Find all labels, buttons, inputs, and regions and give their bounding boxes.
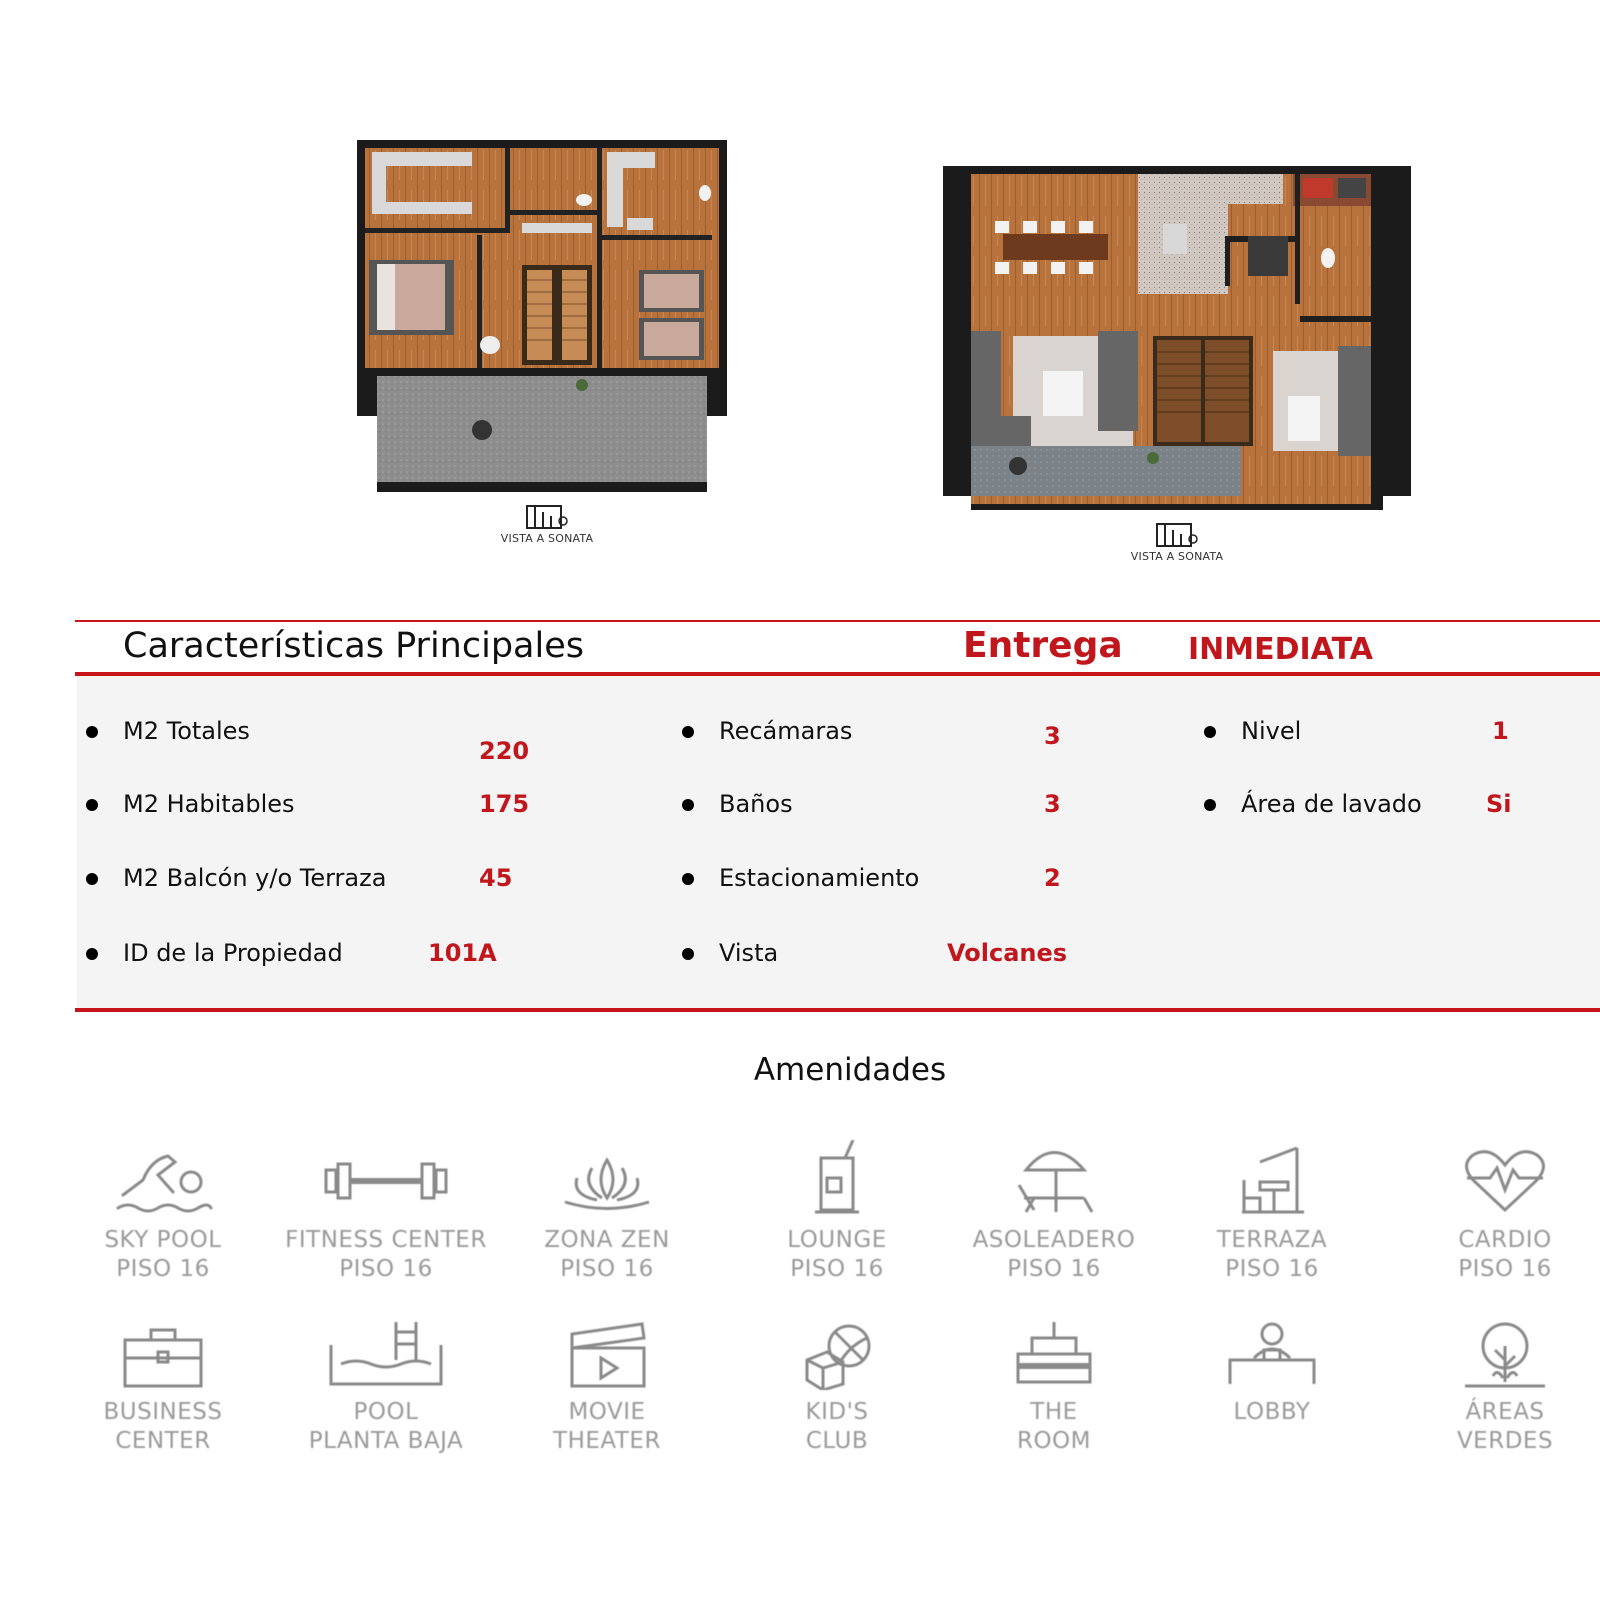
amenity-asoleadero: ASOLEADERO PISO 16 [944,1140,1164,1284]
drink-icon [787,1140,887,1218]
feature-value: 3 [1044,722,1061,750]
amenity-cardio: CARDIO PISO 16 [1395,1140,1600,1284]
feature-value: 2 [1044,864,1061,892]
building-icon [525,504,569,530]
delivery-label: Entrega [963,625,1123,666]
amenities-title: Amenidades [753,1052,947,1088]
terrace-icon [1222,1140,1322,1218]
view-label-upper [482,504,612,545]
bullet-icon [682,799,694,811]
feature-label: Área de lavado [1241,790,1422,818]
swimmer-icon [113,1140,213,1218]
bullet-icon [1204,799,1216,811]
feature-value: 1 [1492,717,1509,745]
dumbbell-icon [321,1140,451,1218]
feature-value: 101A [428,939,497,967]
divider-bottom [75,1008,1600,1012]
bullet-icon [86,873,98,885]
reception-icon [1222,1320,1322,1390]
amenity-pool: POOL PLANTA BAJA [276,1320,496,1456]
divider-top [75,620,1600,622]
floor-plan-lower [943,166,1411,510]
bullet-icon [86,726,98,738]
amenities-row-2 [0,1310,1600,1458]
amenity-kids-club: KID'S CLUB [727,1320,947,1456]
amenity-zona-zen: ZONA ZEN PISO 16 [497,1140,717,1284]
bullet-icon [86,799,98,811]
cake-icon [1004,1320,1104,1390]
amenity-the-room: THE ROOM [944,1320,1164,1456]
pool-ladder-icon [326,1320,446,1390]
feature-value: 175 [479,790,530,818]
toys-icon [787,1320,887,1390]
briefcase-icon [113,1320,213,1390]
floor-plan-upper [357,140,727,492]
feature-label: Recámaras [719,717,853,745]
feature-label: Estacionamiento [719,864,920,892]
feature-value: 3 [1044,790,1061,818]
delivery-value: INMEDIATA [1188,632,1373,667]
amenity-areas-verdes: ÁREAS VERDES [1395,1320,1600,1456]
amenity-terraza: TERRAZA PISO 16 [1162,1140,1382,1284]
amenity-sky-pool: SKY POOL PISO 16 [53,1140,273,1284]
view-label-text: VISTA A SONATA [500,532,594,545]
amenity-movie-theater: MOVIE THEATER [497,1320,717,1456]
view-label-text: VISTA A SONATA [1130,550,1224,563]
lotus-icon [557,1140,657,1218]
clapperboard-icon [557,1320,657,1390]
amenity-lobby: LOBBY [1162,1320,1382,1427]
feature-label: M2 Balcón y/o Terraza [123,864,387,892]
feature-label: Baños [719,790,793,818]
amenity-lounge: LOUNGE PISO 16 [727,1140,947,1284]
feature-value: Volcanes [947,939,1068,967]
tree-icon [1455,1320,1555,1390]
feature-value: Si [1486,790,1512,818]
umbrella-icon [1004,1140,1104,1218]
bullet-icon [86,948,98,960]
feature-label: M2 Totales [123,717,250,745]
section-title: Características Principales [123,626,584,666]
bullet-icon [1204,726,1216,738]
feature-value: 220 [479,737,530,765]
building-icon [1155,522,1199,548]
heart-pulse-icon [1455,1140,1555,1218]
feature-label: M2 Habitables [123,790,295,818]
amenity-business-center: BUSINESS CENTER [53,1320,273,1456]
feature-label: Nivel [1241,717,1302,745]
feature-label: ID de la Propiedad [123,939,343,967]
view-label-lower [1112,522,1242,563]
bullet-icon [682,873,694,885]
feature-value: 45 [479,864,513,892]
bullet-icon [682,948,694,960]
bullet-icon [682,726,694,738]
feature-label: Vista [719,939,779,967]
amenity-fitness-center: FITNESS CENTER PISO 16 [276,1140,496,1284]
